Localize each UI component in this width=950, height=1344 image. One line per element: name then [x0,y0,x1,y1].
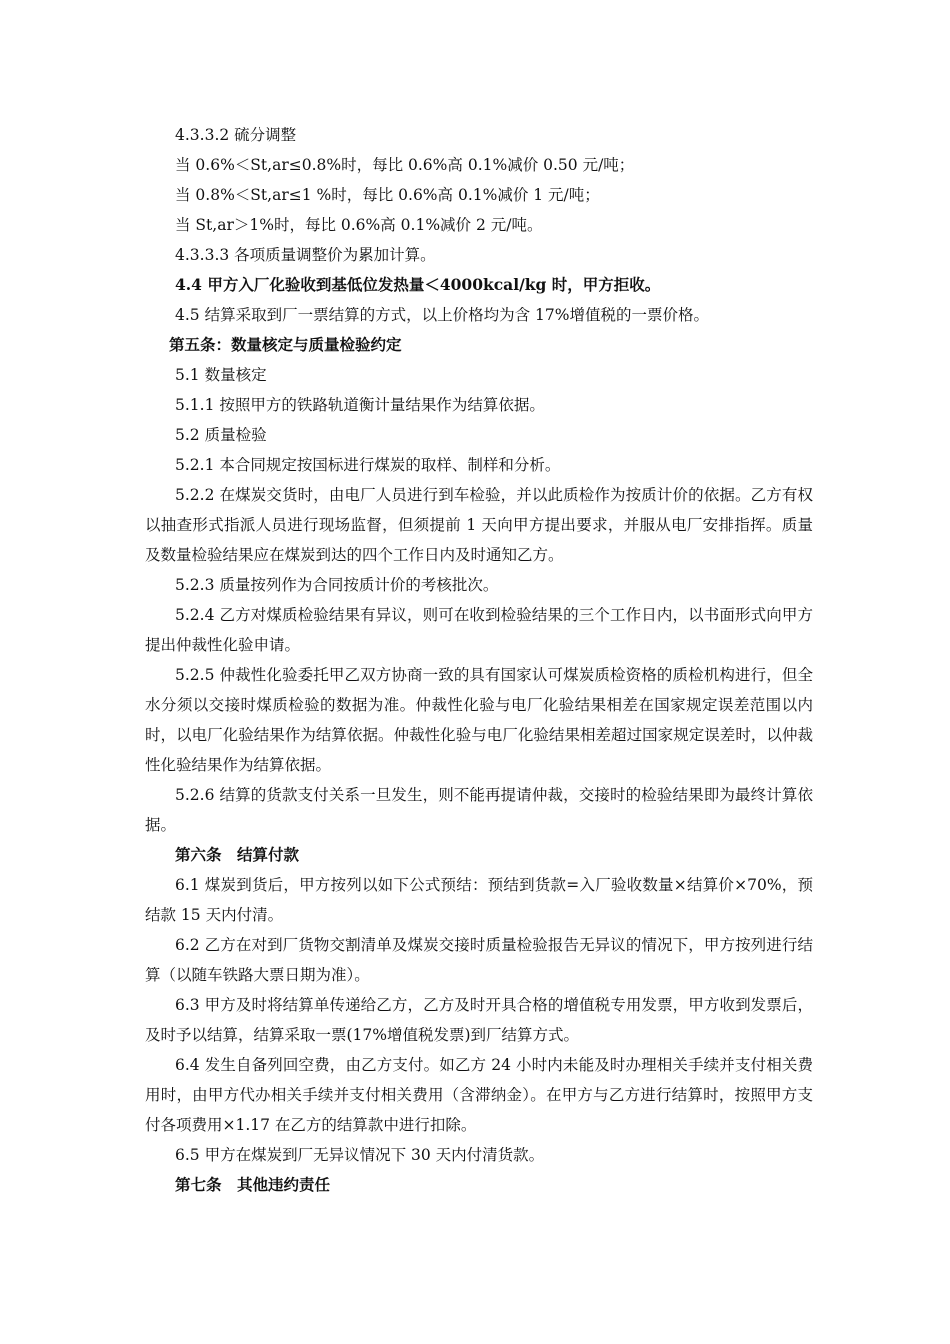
clause-6-2: 6.2 乙方在对到厂货物交割清单及煤炭交接时质量检验报告无异议的情况下，甲方按列进行结算（以随车铁路大票日期为准）。 [145,936,813,984]
clause-6-4: 6.4 发生自备列回空费，由乙方支付。如乙方 24 小时内未能及时办理相关手续并支付相关费用时，由甲方代办相关手续并支付相关费用（含滞纳金）。在甲方与乙方进行结算时，按照甲方支付各项费用×1.17 在乙方的结算款中进行扣除。 [145,1056,813,1134]
sulfur-rule-1: 当 0.6%＜St,ar≤0.8%时，每比 0.6%高 0.1%减价 0.50 元/吨； [175,156,635,174]
sulfur-rule-2: 当 0.8%＜St,ar≤1 %时，每比 0.6%高 0.1%减价 1 元/吨； [175,186,600,204]
clause-5-2-4: 5.2.4 乙方对煤质检验结果有异议，则可在收到检验结果的三个工作日内，以书面形式向甲方提出仲裁性化验申请。 [145,606,813,654]
clause-5-2-2: 5.2.2 在煤炭交货时，由电厂人员进行到车检验，并以此质检作为按质计价的依据。乙方有权以抽查形式指派人员进行现场监督，但须提前 1 天向甲方提出要求，并服从电厂安排指挥。质量及数量检验结果应在煤炭到达的四个工作日内及时通知乙方。 [145,486,813,564]
clause-5-2-3: 5.2.3 质量按列作为合同按质计价的考核批次。 [175,576,499,594]
clause-4-3-3-2: 4.3.3.2 硫分调整 [175,126,297,144]
article-5-heading: 第五条：数量核定与质量检验约定 [169,335,402,354]
sulfur-rule-3: 当 St,ar＞1%时，每比 0.6%高 0.1%减价 2 元/吨。 [175,216,543,234]
clause-6-1: 6.1 煤炭到货后，甲方按列以如下公式预结：预结到货款=入厂验收数量×结算价×70%，预结款 15 天内付清。 [145,876,813,924]
clause-5-2-5: 5.2.5 仲裁性化验委托甲乙双方协商一致的具有国家认可煤炭质检资格的质检机构进行，但全水分须以交接时煤质检验的数据为准。仲裁性化验与电厂化验结果相差在国家规定误差范围以内时，以电厂化验结果作为结算依据。仲裁性化验与电厂化验结果相差超过国家规定误差时，以仲裁性化验结果作为结算依据。 [145,666,813,774]
document-body [145,120,813,1200]
article-6-heading: 第六条 结算付款 [175,845,300,864]
clause-5-2-1: 5.2.1 本合同规定按国标进行煤炭的取样、制样和分析。 [175,456,561,474]
clause-5-1-1: 5.1.1 按照甲方的铁路轨道衡计量结果作为结算依据。 [175,396,545,414]
article-7-heading: 第七条 其他违约责任 [175,1175,331,1194]
clause-5-1: 5.1 数量核定 [175,366,267,384]
clause-4-4: 4.4 甲方入厂化验收到基低位发热量＜4000kcal/kg 时，甲方拒收。 [175,275,661,294]
clause-4-3-3-3: 4.3.3.3 各项质量调整价为累加计算。 [175,246,436,264]
clause-5-2: 5.2 质量检验 [175,426,267,444]
clause-5-2-6: 5.2.6 结算的货款支付关系一旦发生，则不能再提请仲裁，交接时的检验结果即为最终计算依据。 [145,786,813,834]
clause-4-5: 4.5 结算采取到厂一票结算的方式，以上价格均为含 17%增值税的一票价格。 [175,306,709,324]
clause-6-3: 6.3 甲方及时将结算单传递给乙方，乙方及时开具合格的增值税专用发票，甲方收到发票后，及时予以结算，结算采取一票(17%增值税发票)到厂结算方式。 [145,996,813,1044]
clause-6-5: 6.5 甲方在煤炭到厂无异议情况下 30 天内付清货款。 [175,1146,545,1164]
